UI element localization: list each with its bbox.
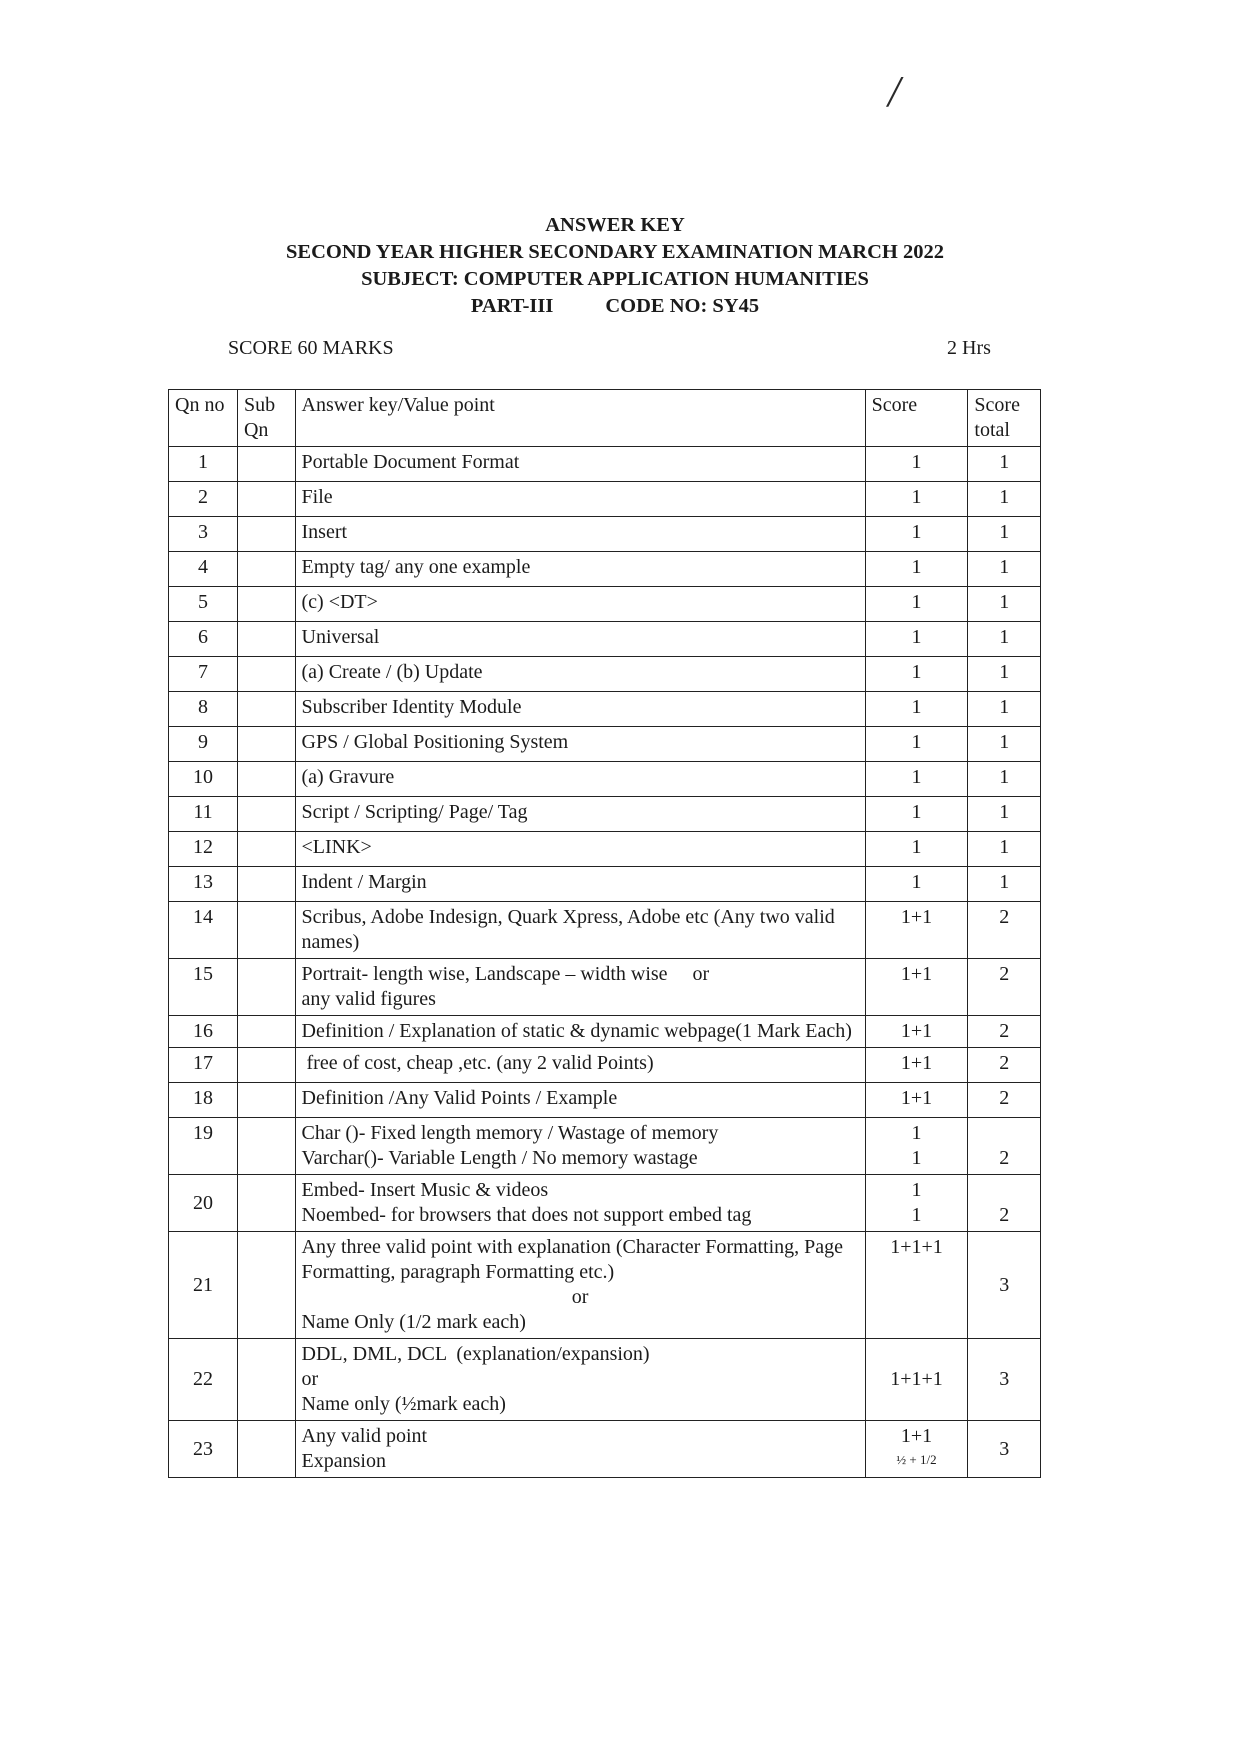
- score-line: 1: [911, 1179, 922, 1201]
- table-row: [169, 1016, 1041, 1048]
- qn-cell: 11: [169, 797, 238, 832]
- score-cell: 1: [865, 587, 968, 622]
- sub-qn-cell: [237, 1118, 295, 1175]
- total-cell: 3: [968, 1339, 1041, 1421]
- table-row: [169, 692, 1041, 727]
- answer-line: DDL, DML, DCL (explanation/expansion): [301, 1343, 650, 1365]
- table-row: [169, 1175, 1041, 1232]
- score-line: 1: [911, 1122, 922, 1144]
- score-cell: 1: [865, 692, 968, 727]
- score-line-small: ½ + 1/2: [896, 1452, 937, 1467]
- sub-qn-cell: [237, 902, 295, 959]
- score-cell: 1: [865, 517, 968, 552]
- answer-key-table: [168, 389, 1041, 1478]
- answer-cell: <LINK>: [295, 832, 865, 867]
- table-row: [169, 762, 1041, 797]
- answer-or: or: [571, 1286, 589, 1308]
- table-row: [169, 552, 1041, 587]
- answer-line: Name Only (1/2 mark each): [301, 1311, 526, 1333]
- document-header: [0, 212, 1230, 320]
- qn-cell: 23: [169, 1421, 238, 1478]
- total-cell: 1: [968, 727, 1041, 762]
- qn-cell: 3: [169, 517, 238, 552]
- header-code: CODE NO: SY45: [605, 295, 760, 317]
- table-row: [169, 447, 1041, 482]
- sub-qn-cell: [237, 447, 295, 482]
- qn-cell: 16: [169, 1016, 238, 1048]
- score-cell: 1+1+1: [865, 1339, 968, 1421]
- score-cell: 1: [865, 797, 968, 832]
- sub-qn-cell: [237, 1048, 295, 1083]
- table-row: [169, 587, 1041, 622]
- sub-qn-cell: [237, 797, 295, 832]
- total-cell: [968, 1118, 1041, 1175]
- sub-qn-cell: [237, 552, 295, 587]
- qn-cell: 8: [169, 692, 238, 727]
- total-cell: 1: [968, 552, 1041, 587]
- total-cell: 1: [968, 762, 1041, 797]
- score-cell: 1: [865, 867, 968, 902]
- answer-cell: (c) <DT>: [295, 587, 865, 622]
- header-subject: SUBJECT: COMPUTER APPLICATION HUMANITIES: [361, 268, 869, 290]
- answer-cell: GPS / Global Positioning System: [295, 727, 865, 762]
- table-row: [169, 959, 1041, 1016]
- total-cell: 3: [968, 1421, 1041, 1478]
- total-cell: 3: [968, 1232, 1041, 1339]
- qn-cell: 13: [169, 867, 238, 902]
- qn-cell: 1: [169, 447, 238, 482]
- table-row: [169, 657, 1041, 692]
- sub-qn-cell: [237, 482, 295, 517]
- header-total-line1: Score: [974, 394, 1020, 416]
- score-cell: 1: [865, 482, 968, 517]
- total-cell: [968, 1175, 1041, 1232]
- table-row: [169, 482, 1041, 517]
- qn-cell: 14: [169, 902, 238, 959]
- sub-qn-cell: [237, 1232, 295, 1339]
- answer-cell: [295, 1421, 865, 1478]
- score-cell: 1: [865, 762, 968, 797]
- sub-qn-cell: [237, 692, 295, 727]
- total-cell: 1: [968, 657, 1041, 692]
- total-value: 2: [999, 1147, 1010, 1169]
- table-header-row: [169, 390, 1041, 447]
- sub-qn-cell: [237, 867, 295, 902]
- total-cell: 2: [968, 959, 1041, 1016]
- score-cell: 1+1: [865, 959, 968, 1016]
- sub-qn-cell: [237, 1175, 295, 1232]
- answer-cell: Portable Document Format: [295, 447, 865, 482]
- answer-line: Varchar()- Variable Length / No memory wastage: [301, 1147, 698, 1169]
- score-line: 1: [911, 1147, 922, 1169]
- score-line: 1: [911, 1204, 922, 1226]
- sub-qn-cell: [237, 517, 295, 552]
- table-row: [169, 1048, 1041, 1083]
- sub-qn-cell: [237, 1016, 295, 1048]
- table-row: [169, 1339, 1041, 1421]
- score-cell: 1: [865, 727, 968, 762]
- qn-cell: 7: [169, 657, 238, 692]
- answer-line: Noembed- for browsers that does not support embed tag: [301, 1204, 752, 1226]
- header-answer: Answer key/Value point: [295, 390, 865, 447]
- answer-cell: Definition / Explanation of static & dynamic webpage(1 Mark Each): [295, 1016, 865, 1048]
- qn-cell: 10: [169, 762, 238, 797]
- sub-qn-cell: [237, 1339, 295, 1421]
- total-cell: 1: [968, 447, 1041, 482]
- qn-cell: 20: [169, 1175, 238, 1232]
- answer-cell: Indent / Margin: [295, 867, 865, 902]
- answer-cell: (a) Create / (b) Update: [295, 657, 865, 692]
- answer-line: any valid figures: [301, 988, 436, 1010]
- sub-qn-cell: [237, 1083, 295, 1118]
- score-cell: 1: [865, 622, 968, 657]
- qn-cell: 21: [169, 1232, 238, 1339]
- header-title: ANSWER KEY: [545, 214, 685, 236]
- answer-line: Any three valid point with explanation (Character Formatting, Page Formatting, paragraph Formatting etc.): [301, 1236, 844, 1283]
- sub-qn-cell: [237, 587, 295, 622]
- header-sub-line1: Sub: [243, 394, 276, 416]
- sub-qn-cell: [237, 762, 295, 797]
- table-row: [169, 867, 1041, 902]
- score-cell: [865, 1175, 968, 1232]
- answer-cell: [295, 1339, 865, 1421]
- sub-qn-cell: [237, 727, 295, 762]
- score-cell: 1+1: [865, 1048, 968, 1083]
- header-part: PART-III: [470, 295, 554, 317]
- table-row: [169, 1118, 1041, 1175]
- total-cell: 2: [968, 1048, 1041, 1083]
- qn-cell: 18: [169, 1083, 238, 1118]
- answer-cell: Universal: [295, 622, 865, 657]
- sub-qn-cell: [237, 657, 295, 692]
- table-row: [169, 727, 1041, 762]
- total-cell: 2: [968, 1016, 1041, 1048]
- score-cell: [865, 1118, 968, 1175]
- answer-cell: free of cost, cheap ,etc. (any 2 valid Points): [295, 1048, 865, 1083]
- score-cell: 1: [865, 657, 968, 692]
- table-row: [169, 1083, 1041, 1118]
- total-cell: 1: [968, 797, 1041, 832]
- answer-line: Expansion: [301, 1450, 386, 1472]
- answer-cell: [295, 1232, 865, 1339]
- header-score-total: [968, 390, 1041, 447]
- table-row: [169, 832, 1041, 867]
- answer-cell: File: [295, 482, 865, 517]
- answer-line: Portrait- length wise, Landscape – width wise or: [301, 963, 710, 985]
- answer-cell: Subscriber Identity Module: [295, 692, 865, 727]
- answer-cell: Empty tag/ any one example: [295, 552, 865, 587]
- sub-qn-cell: [237, 622, 295, 657]
- score-cell: 1: [865, 552, 968, 587]
- page-number: /: [888, 67, 901, 116]
- score-marks: SCORE 60 MARKS: [228, 337, 394, 359]
- table-row: [169, 1421, 1041, 1478]
- answer-line: Name only (½mark each): [301, 1393, 506, 1415]
- header-exam: SECOND YEAR HIGHER SECONDARY EXAMINATION MARCH 2022: [286, 241, 944, 263]
- qn-cell: 22: [169, 1339, 238, 1421]
- qn-cell: 19: [169, 1118, 238, 1175]
- qn-cell: 9: [169, 727, 238, 762]
- table-row: [169, 797, 1041, 832]
- table-row: [169, 517, 1041, 552]
- score-cell: 1+1+1: [865, 1232, 968, 1339]
- answer-line: Embed- Insert Music & videos: [301, 1179, 549, 1201]
- table-row: [169, 1232, 1041, 1339]
- answer-cell: [295, 1175, 865, 1232]
- total-cell: 1: [968, 867, 1041, 902]
- score-cell: 1+1: [865, 1016, 968, 1048]
- answer-or: or: [301, 1368, 319, 1390]
- total-cell: 1: [968, 517, 1041, 552]
- header-sub-line2: Qn: [243, 419, 269, 441]
- answer-cell: Insert: [295, 517, 865, 552]
- header-score: Score: [865, 390, 968, 447]
- qn-cell: 12: [169, 832, 238, 867]
- sub-qn-cell: [237, 1421, 295, 1478]
- total-cell: 1: [968, 622, 1041, 657]
- header-part-line: [0, 293, 1230, 320]
- total-value: 2: [999, 1204, 1010, 1226]
- total-cell: 1: [968, 692, 1041, 727]
- answer-cell: (a) Gravure: [295, 762, 865, 797]
- sub-qn-cell: [237, 832, 295, 867]
- score-cell: 1: [865, 447, 968, 482]
- score-cell: 1: [865, 832, 968, 867]
- total-cell: 1: [968, 482, 1041, 517]
- answer-cell: Script / Scripting/ Page/ Tag: [295, 797, 865, 832]
- qn-cell: 5: [169, 587, 238, 622]
- score-line: 1+1: [900, 1425, 933, 1447]
- answer-cell: Definition /Any Valid Points / Example: [295, 1083, 865, 1118]
- qn-cell: 17: [169, 1048, 238, 1083]
- total-cell: 1: [968, 832, 1041, 867]
- answer-line: Any valid point: [301, 1425, 428, 1447]
- header-qn-no: Qn no: [169, 390, 238, 447]
- score-cell: [865, 1421, 968, 1478]
- total-cell: 2: [968, 1083, 1041, 1118]
- qn-cell: 4: [169, 552, 238, 587]
- answer-cell: [295, 1118, 865, 1175]
- answer-cell: Scribus, Adobe Indesign, Quark Xpress, Adobe etc (Any two valid names): [295, 902, 865, 959]
- score-cell: 1+1: [865, 902, 968, 959]
- exam-duration: 2 Hrs: [947, 337, 991, 359]
- total-cell: 2: [968, 902, 1041, 959]
- qn-cell: 6: [169, 622, 238, 657]
- qn-cell: 15: [169, 959, 238, 1016]
- answer-cell: [295, 959, 865, 1016]
- table-row: [169, 902, 1041, 959]
- header-sub-qn: [237, 390, 295, 447]
- total-cell: 1: [968, 587, 1041, 622]
- score-cell: 1+1: [865, 1083, 968, 1118]
- answer-line: Char ()- Fixed length memory / Wastage of memory: [301, 1122, 719, 1144]
- qn-cell: 2: [169, 482, 238, 517]
- table-row: [169, 622, 1041, 657]
- sub-qn-cell: [237, 959, 295, 1016]
- header-total-line2: total: [974, 419, 1010, 441]
